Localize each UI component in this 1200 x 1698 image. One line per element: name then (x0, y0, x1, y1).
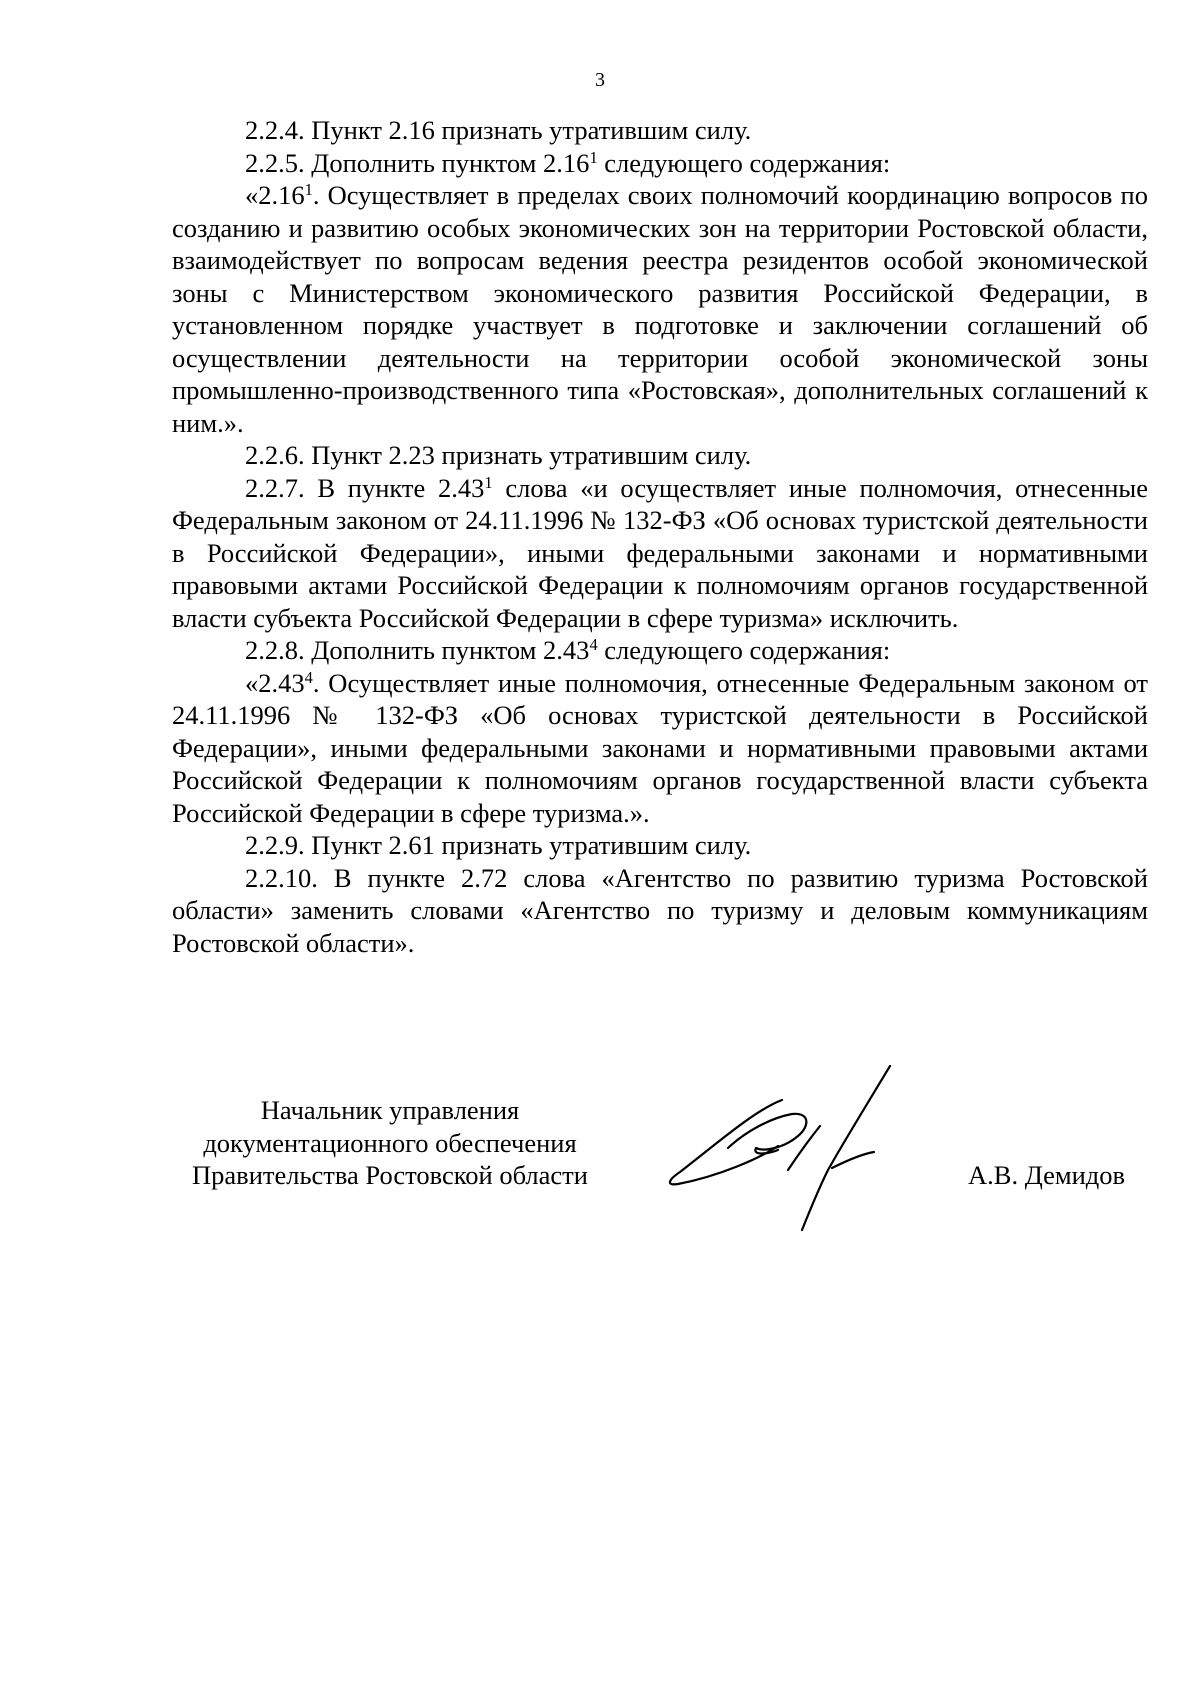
signatory-title-line: Правительства Ростовской области (192, 1160, 588, 1190)
paragraph-2-2-7: 2.2.7. В пункте 2.43$^1$ слова «и осуществляет иные полномочия, отнесенные Федеральным законом от 24.11.1996 № 132-ФЗ «Об основах туристской деятельности в Российской Федерации», иными федеральными законами и нормативными правовыми актами Российской Федерации к полномочиям органов государственной власти субъекта Российской Федерации в сфере туризма» исключить. (172, 472, 1148, 633)
signatory-name: А.В. Демидов (968, 1160, 1126, 1190)
paragraph-2-2-10: 2.2.10. В пункте 2.72 слова «Агентство по развитию туризма Ростовской области» заменить словами «Агентство по туризму и деловым коммуникациям Ростовской области». (172, 862, 1148, 958)
paragraph-2-2-6: 2.2.6. Пункт 2.23 признать утратившим силу. (245, 440, 752, 470)
paragraph-2-16-1-text: «2.16$^1$. Осуществляет в пределах своих полномочий координацию вопросов по созданию и развитию особых экономических зон на территории Ростовской области, взаимодействует по вопросам ведения реестра резидентов особой экономической зоны с Министерством экономического развития Российской Федерации, в установленном порядке участвует в подготовке и заключении соглашений об осуществлении деятельности на территории особой экономической зоны промышленно-производственного типа «Ростовская», дополнительных соглашений к ним.». (172, 179, 1148, 438)
paragraph-2-2-8: 2.2.8. Дополнить пунктом 2.43$^4$ следующего содержания: (245, 634, 891, 665)
document-body (172, 114, 1148, 959)
handwritten-signature (660, 1060, 960, 1240)
signatory-title-line: Начальник управления (260, 1095, 520, 1125)
paragraph-2-43-4-text: «2.43$^4$. Осуществляет иные полномочия, отнесенные Федеральным законом от 24.11.1996 № 132-ФЗ «Об основах туристской деятельности в Российской Федерации», иными федеральными законами и нормативными правовыми актами Российской Федерации к полномочиям органов государственной власти субъекта Российской Федерации в сфере туризма.». (172, 667, 1148, 828)
signatory-title-line: документационного обеспечения (203, 1127, 577, 1158)
page-number: 3 (595, 69, 605, 91)
paragraph-2-2-9: 2.2.9. Пункт 2.61 признать утратившим силу. (245, 830, 752, 860)
signatory-title (170, 1094, 610, 1192)
paragraph-2-2-4: 2.2.4. Пункт 2.16 признать утратившим силу. (245, 115, 752, 145)
paragraph-2-2-5: 2.2.5. Дополнить пунктом 2.16$^1$ следующего содержания: (245, 147, 891, 178)
